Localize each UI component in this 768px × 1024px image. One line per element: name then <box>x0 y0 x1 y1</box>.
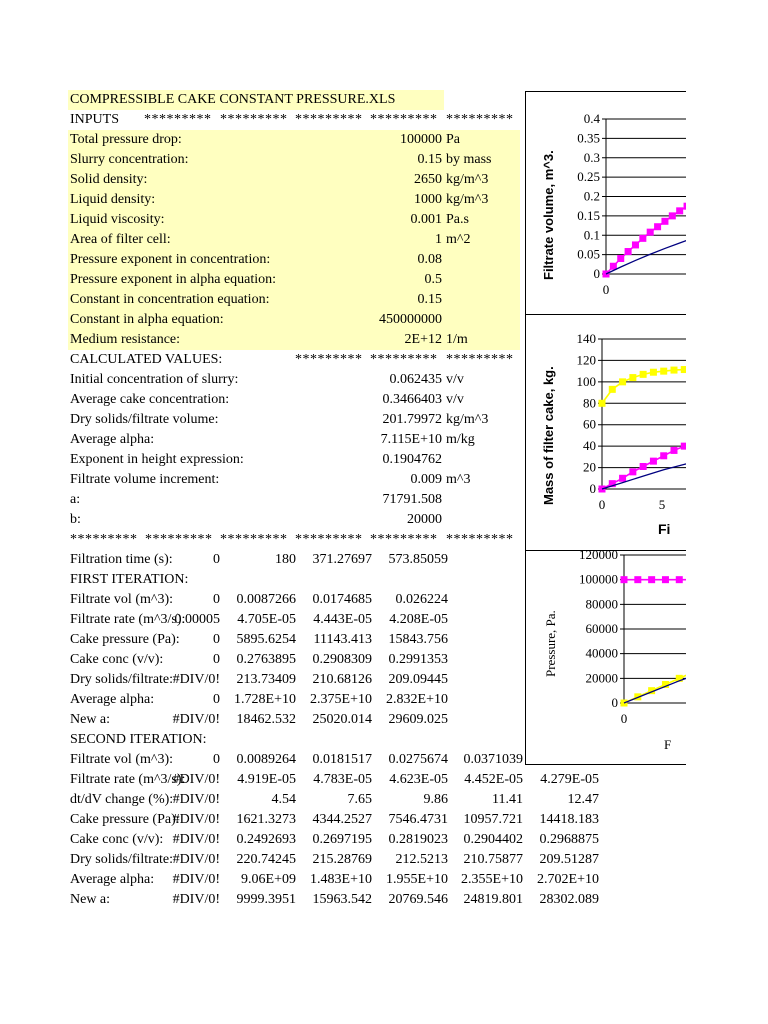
input-value: 0.5 <box>424 272 442 287</box>
y-tick-label: 0.25 <box>577 169 600 185</box>
input-label: Constant in alpha equation: <box>70 312 224 327</box>
data-point <box>640 371 647 378</box>
calc-row-value: 201.79972 <box>382 412 442 427</box>
input-unit: m^2 <box>446 232 471 247</box>
y-tick-label: 0 <box>593 266 600 281</box>
y-tick-label: 60000 <box>585 621 618 636</box>
input-label: Constant in concentration equation: <box>70 292 270 307</box>
calc-row[interactable] <box>68 430 520 450</box>
data-point <box>650 369 657 376</box>
sheet-title-row[interactable] <box>68 90 444 110</box>
y-tick-label: 120000 <box>579 551 618 562</box>
y-axis-label: Pressure, Pa. <box>543 610 558 677</box>
input-unit: kg/m^3 <box>446 192 489 207</box>
second-iteration-row-label: Cake pressure (Pa): <box>70 812 180 827</box>
input-value: 450000000 <box>379 312 442 327</box>
second-iteration-row-value: 4.279E-05 <box>540 772 599 787</box>
input-row[interactable] <box>68 150 520 170</box>
calc-row[interactable] <box>68 510 520 530</box>
input-value: 2E+12 <box>404 332 442 347</box>
data-point <box>621 576 628 583</box>
y-tick-label: 80000 <box>585 596 618 612</box>
filtration-time-row-value: 371.27697 <box>312 552 372 567</box>
input-unit: by mass <box>446 152 492 167</box>
second-iteration-row-label: New a: <box>70 892 111 907</box>
x-tick-label: 5 <box>658 497 666 512</box>
calc-row[interactable] <box>68 370 520 390</box>
data-point <box>684 203 686 210</box>
series-line <box>606 216 686 274</box>
first-iteration-row-value: 0.2991353 <box>388 652 448 667</box>
pressure-chart[interactable] <box>525 550 686 765</box>
data-point <box>632 241 639 248</box>
calc-row-label: b: <box>70 512 81 527</box>
data-point <box>609 386 616 393</box>
second-iteration-row-value: #DIV/0! <box>172 832 220 847</box>
calc-row-label: Dry solids/filtrate volume: <box>70 412 219 427</box>
first-iteration-row-label: New a: <box>70 712 111 727</box>
data-point <box>619 475 626 482</box>
y-tick-label: 40000 <box>585 645 618 661</box>
data-point <box>629 374 636 381</box>
first-iteration-row-value: 4.208E-05 <box>389 612 448 627</box>
second-iteration-row[interactable] <box>68 810 670 830</box>
second-iteration-row-value: 4.783E-05 <box>313 772 372 787</box>
second-iteration-row-value: 0.0089264 <box>236 752 296 767</box>
second-iteration-row-value: 220.74245 <box>236 852 296 867</box>
y-tick-label: 120 <box>576 352 596 368</box>
first-iteration-row-value: 2.832E+10 <box>386 692 448 707</box>
x-tick-label: 0 <box>602 282 610 297</box>
second-iteration-row-label: Average alpha: <box>70 872 155 887</box>
second-iteration-row-value: 210.75877 <box>463 852 523 867</box>
data-point <box>669 212 676 219</box>
second-iteration-row[interactable] <box>68 770 670 790</box>
second-iteration-row-value: #DIV/0! <box>172 872 220 887</box>
filtration-time-row-value: 0 <box>213 552 220 567</box>
calc-row-unit: m^3 <box>446 472 471 487</box>
first-iteration-row-value: 0.00005 <box>174 612 220 627</box>
first-iteration-row-value: 18462.532 <box>236 712 296 727</box>
inputs-label: INPUTS <box>70 112 120 127</box>
data-point <box>599 400 606 407</box>
second-iteration-row-value: 28302.089 <box>539 892 599 907</box>
y-tick-label: 0 <box>589 481 596 496</box>
second-iteration-row-value: 1.955E+10 <box>386 872 448 887</box>
y-tick-label: 0.05 <box>577 246 600 262</box>
stars-cell: ********* <box>446 112 514 127</box>
first-iteration-row-value: 0 <box>213 692 220 707</box>
first-iteration-row-label: Cake conc (v/v): <box>70 652 164 667</box>
stars-cell: ********* <box>446 532 514 547</box>
y-tick-label: 0 <box>611 695 618 710</box>
data-point <box>650 458 657 465</box>
x-tick-label: 0 <box>598 497 606 512</box>
calc-row-value: 0.009 <box>410 472 442 487</box>
calc-row[interactable] <box>68 470 520 490</box>
y-tick-label: 20000 <box>585 670 618 686</box>
stars-cell: ********* <box>220 112 288 127</box>
calc-row-label: Average cake concentration: <box>70 392 230 407</box>
second-iteration-row-value: 0.0181517 <box>312 752 372 767</box>
first-iteration-row-value: 0 <box>213 592 220 607</box>
calc-row-value: 0.1904762 <box>382 452 442 467</box>
second-iteration-row-value: 10957.721 <box>463 812 523 827</box>
input-value: 0.15 <box>417 152 442 167</box>
first-iteration-row-value: 210.68126 <box>312 672 372 687</box>
y-tick-label: 80 <box>583 395 596 411</box>
y-tick-label: 0.3 <box>583 149 600 165</box>
second-iteration-header-label: SECOND ITERATION: <box>70 732 207 747</box>
second-iteration-row-value: 2.702E+10 <box>537 872 599 887</box>
data-point <box>661 218 668 225</box>
first-iteration-row-value: #DIV/0! <box>172 672 220 687</box>
second-iteration-row-value: 7546.4731 <box>388 812 448 827</box>
input-unit: kg/m^3 <box>446 172 489 187</box>
first-iteration-row-value: 2.375E+10 <box>310 692 372 707</box>
y-tick-label: 0.1 <box>583 227 600 243</box>
first-iteration-row-value: 209.09445 <box>388 672 448 687</box>
second-iteration-row-label: Filtrate rate (m^3/s): <box>70 772 186 787</box>
first-iteration-header-label: FIRST ITERATION: <box>70 572 189 587</box>
input-row[interactable] <box>68 270 520 290</box>
calc-row-unit: m/kg <box>446 432 475 447</box>
calc-row-label: Average alpha: <box>70 432 155 447</box>
input-row[interactable] <box>68 190 520 210</box>
data-point <box>617 255 624 262</box>
second-iteration-row-value: 24819.801 <box>463 892 523 907</box>
second-iteration-row-value: 9.06E+09 <box>241 872 296 887</box>
second-iteration-row[interactable] <box>68 870 670 890</box>
data-point <box>619 378 626 385</box>
second-iteration-row-value: 9.86 <box>423 792 448 807</box>
first-iteration-row-value: #DIV/0! <box>172 712 220 727</box>
input-row[interactable] <box>68 170 520 190</box>
calc-row-value: 0.3466403 <box>382 392 442 407</box>
data-point <box>654 223 661 230</box>
input-row[interactable] <box>68 210 520 230</box>
calc-row-label: Filtrate volume increment: <box>70 472 220 487</box>
filtration-time-row-label: Filtration time (s): <box>70 552 173 567</box>
calc-row[interactable] <box>68 390 520 410</box>
y-tick-label: 60 <box>583 416 596 432</box>
filtrate-volume-chart[interactable] <box>525 91 686 316</box>
second-iteration-row-value: 0.2819023 <box>388 832 448 847</box>
data-point <box>640 463 647 470</box>
calc-row[interactable] <box>68 450 520 470</box>
y-tick-label: 100000 <box>579 571 618 587</box>
data-point <box>660 368 667 375</box>
calc-row-value: 0.062435 <box>389 372 442 387</box>
second-iteration-row-value: 7.65 <box>347 792 372 807</box>
second-iteration-row-value: 15963.542 <box>312 892 372 907</box>
second-iteration-row-value: #DIV/0! <box>172 772 220 787</box>
y-tick-label: 20 <box>583 459 596 475</box>
second-iteration-row-value: 0.0371039 <box>463 752 523 767</box>
stars-cell: ********* <box>446 352 514 367</box>
second-iteration-row-value: 20769.546 <box>388 892 448 907</box>
first-iteration-row-label: Dry solids/filtrate: <box>70 672 174 687</box>
second-iteration-row-label: dt/dV change (%): <box>70 792 174 807</box>
sheet-title: COMPRESSIBLE CAKE CONSTANT PRESSURE.XLS <box>70 92 396 107</box>
second-iteration-row-value: 4.919E-05 <box>237 772 296 787</box>
second-iteration-row-value: 0.2492693 <box>236 832 296 847</box>
first-iteration-row-value: 0.026224 <box>395 592 448 607</box>
data-point <box>660 452 667 459</box>
y-tick-label: 0.35 <box>577 130 600 146</box>
calc-row[interactable] <box>68 410 520 430</box>
y-tick-label: 0.4 <box>583 111 600 126</box>
second-iteration-row-value: 12.47 <box>567 792 599 807</box>
second-iteration-row-value: 0.2968875 <box>539 832 599 847</box>
first-iteration-row-value: 4.443E-05 <box>313 612 372 627</box>
second-iteration-row-label: Cake conc (v/v): <box>70 832 164 847</box>
stars-cell: ********* <box>144 112 212 127</box>
input-label: Liquid density: <box>70 192 156 207</box>
second-iteration-row-value: 11.41 <box>492 792 523 807</box>
data-point <box>648 576 655 583</box>
filtration-time-row-value: 573.85059 <box>388 552 448 567</box>
calc-row-value: 71791.508 <box>382 492 442 507</box>
input-label: Slurry concentration: <box>70 152 189 167</box>
second-iteration-row-value: 1.483E+10 <box>310 872 372 887</box>
second-iteration-row-value: 0 <box>213 752 220 767</box>
input-label: Solid density: <box>70 172 148 187</box>
input-label: Area of filter cell: <box>70 232 171 247</box>
second-iteration-row-value: 0.2697195 <box>312 832 372 847</box>
input-label: Total pressure drop: <box>70 132 182 147</box>
data-point <box>634 576 641 583</box>
stars-cell: ********* <box>370 532 438 547</box>
first-iteration-row-value: 29609.025 <box>388 712 448 727</box>
filtration-time-row-value: 180 <box>275 552 296 567</box>
first-iteration-row-value: 5895.6254 <box>236 632 296 647</box>
data-point <box>681 443 686 450</box>
stars-cell: ********* <box>220 532 288 547</box>
calc-label: CALCULATED VALUES: <box>70 352 223 367</box>
data-point <box>625 248 632 255</box>
input-unit: Pa.s <box>446 212 469 227</box>
y-axis-label: Filtrate volume, m^3. <box>541 150 556 280</box>
data-point <box>671 367 678 374</box>
input-value: 2650 <box>414 172 442 187</box>
first-iteration-row-value: 0.2908309 <box>312 652 372 667</box>
x-tick-label: 0 <box>620 711 628 726</box>
second-iteration-row-value: 4.452E-05 <box>464 772 523 787</box>
y-axis-label: Mass of filter cake, kg. <box>541 366 556 505</box>
stars-cell: ********* <box>295 352 363 367</box>
y-tick-label: 100 <box>576 373 596 389</box>
second-iteration-row-value: 1621.3273 <box>236 812 296 827</box>
second-iteration-row-value: 4344.2527 <box>312 812 372 827</box>
data-point <box>629 468 636 475</box>
input-row[interactable] <box>68 310 520 330</box>
stars-cell: ********* <box>70 532 138 547</box>
input-row[interactable] <box>68 290 520 310</box>
first-iteration-row-value: 15843.756 <box>388 632 448 647</box>
data-point <box>671 447 678 454</box>
data-point <box>639 235 646 242</box>
y-tick-label: 140 <box>576 331 596 346</box>
first-iteration-row-value: 4.705E-05 <box>237 612 296 627</box>
second-iteration-row[interactable] <box>68 890 670 910</box>
input-label: Pressure exponent in concentration: <box>70 252 271 267</box>
first-iteration-row-label: Filtrate vol (m^3): <box>70 592 173 607</box>
calc-row-value: 20000 <box>407 512 442 527</box>
input-label: Pressure exponent in alpha equation: <box>70 272 277 287</box>
second-iteration-row-value: 0.2904402 <box>463 832 523 847</box>
second-iteration-row[interactable] <box>68 830 670 850</box>
calc-row-label: Initial concentration of slurry: <box>70 372 239 387</box>
data-point <box>676 207 683 214</box>
first-iteration-row-label: Cake pressure (Pa): <box>70 632 180 647</box>
second-iteration-row-value: 209.51287 <box>539 852 599 867</box>
first-iteration-row-value: 0.0174685 <box>312 592 372 607</box>
data-point <box>662 576 669 583</box>
second-iteration-row-value: 215.28769 <box>312 852 372 867</box>
input-label: Liquid viscosity: <box>70 212 165 227</box>
first-iteration-row-label: Filtrate rate (m^3/s): <box>70 612 186 627</box>
first-iteration-row-value: 0 <box>213 652 220 667</box>
calc-row-unit: v/v <box>446 372 464 387</box>
input-unit: 1/m <box>446 332 468 347</box>
calc-row-unit: v/v <box>446 392 464 407</box>
cake-mass-chart[interactable] <box>525 314 686 552</box>
second-iteration-row-value: 14418.183 <box>539 812 599 827</box>
y-tick-label: 0.2 <box>583 188 600 204</box>
first-iteration-row-value: 213.73409 <box>236 672 296 687</box>
stars-cell: ********* <box>295 112 363 127</box>
second-iteration-row-value: 0.0275674 <box>388 752 448 767</box>
input-label: Medium resistance: <box>70 332 181 347</box>
first-iteration-row-label: Average alpha: <box>70 692 155 707</box>
second-iteration-row-value: #DIV/0! <box>172 892 220 907</box>
second-iteration-row-value: 4.623E-05 <box>389 772 448 787</box>
input-row[interactable] <box>68 130 520 150</box>
second-iteration-row[interactable] <box>68 790 670 810</box>
input-value: 1 <box>435 232 442 247</box>
second-iteration-row-label: Filtrate vol (m^3): <box>70 752 173 767</box>
input-unit: Pa <box>446 132 460 147</box>
input-row[interactable] <box>68 330 520 350</box>
data-point <box>681 366 686 373</box>
second-iteration-row-value: #DIV/0! <box>172 812 220 827</box>
calc-row-unit: kg/m^3 <box>446 412 489 427</box>
calc-row-label: Exponent in height expression: <box>70 452 244 467</box>
first-iteration-row-value: 1.728E+10 <box>234 692 296 707</box>
second-iteration-row-value: 2.355E+10 <box>461 872 523 887</box>
calc-row-label: a: <box>70 492 81 507</box>
stars-cell: ********* <box>295 532 363 547</box>
calc-row[interactable] <box>68 490 520 510</box>
first-iteration-row-value: 0.2763895 <box>236 652 296 667</box>
y-tick-label: 40 <box>583 438 596 454</box>
second-iteration-row-value: 4.54 <box>271 792 296 807</box>
second-iteration-row-value: #DIV/0! <box>172 852 220 867</box>
second-iteration-row-value: 212.5213 <box>395 852 448 867</box>
data-point <box>647 229 654 236</box>
input-row[interactable] <box>68 250 520 270</box>
second-iteration-row-value: 9999.3951 <box>236 892 296 907</box>
y-tick-label: 0.15 <box>577 207 600 223</box>
series-line <box>602 419 686 489</box>
input-value: 0.001 <box>410 212 442 227</box>
first-iteration-row-value: 11143.413 <box>313 632 372 647</box>
first-iteration-row-value: 25020.014 <box>312 712 372 727</box>
input-value: 100000 <box>400 132 442 147</box>
first-iteration-row-value: 0 <box>213 632 220 647</box>
first-iteration-row-value: 0.0087266 <box>236 592 296 607</box>
second-iteration-row-label: Dry solids/filtrate: <box>70 852 174 867</box>
second-iteration-row-value: #DIV/0! <box>172 792 220 807</box>
x-axis-label: Fi <box>658 521 671 537</box>
input-row[interactable] <box>68 230 520 250</box>
second-iteration-row[interactable] <box>68 850 670 870</box>
x-axis-label: F <box>664 737 672 752</box>
input-value: 0.15 <box>417 292 442 307</box>
stars-cell: ********* <box>370 112 438 127</box>
calc-row-value: 7.115E+10 <box>380 432 442 447</box>
input-value: 0.08 <box>417 252 442 267</box>
stars-cell: ********* <box>370 352 438 367</box>
data-point <box>676 576 683 583</box>
stars-cell: ********* <box>145 532 213 547</box>
input-value: 1000 <box>414 192 442 207</box>
